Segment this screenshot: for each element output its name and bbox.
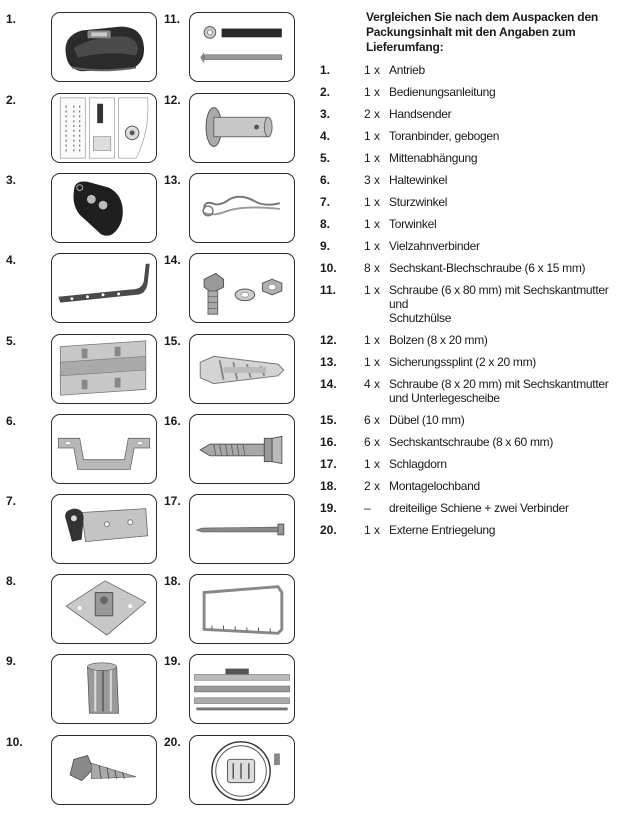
item-description: Externe Entriegelung	[389, 523, 496, 537]
list-item	[320, 85, 620, 99]
package-contents-list	[320, 10, 620, 545]
item-number: 16.	[320, 435, 337, 449]
figure-hand-transmitter	[51, 173, 157, 243]
figure-label-5: 5.	[6, 334, 17, 348]
figure-lintel-bracket	[51, 494, 157, 564]
figure-label-18: 18.	[164, 574, 181, 588]
list-item	[320, 479, 620, 493]
item-description: Mittenabhängung	[389, 151, 478, 165]
item-number: 7.	[320, 195, 331, 209]
item-description: Bolzen (8 x 20 mm)	[389, 333, 488, 347]
figure-label-2: 2.	[6, 93, 17, 107]
item-description: Antrieb	[389, 63, 425, 77]
item-quantity: 1 x	[364, 355, 381, 369]
item-number: 1.	[320, 63, 331, 77]
figure-drift-punch	[189, 494, 295, 564]
item-quantity: 1 x	[364, 457, 381, 471]
figure-label-7: 7.	[6, 494, 17, 508]
item-number: 20.	[320, 523, 337, 537]
list-item	[320, 107, 620, 121]
figure-hex-sheet-screw	[51, 735, 157, 805]
item-description: Bedienungsanleitung	[389, 85, 496, 99]
list-item	[320, 195, 620, 209]
figure-label-8: 8.	[6, 574, 17, 588]
package-contents-heading: Vergleichen Sie nach dem Auspacken den Packungsinhalt mit den Angaben zum Lieferumfang:	[366, 10, 599, 54]
figure-safety-cotter	[189, 173, 295, 243]
figure-label-17: 17.	[164, 494, 181, 508]
figure-label-1: 1.	[6, 12, 17, 26]
item-description: Sechskantschraube (8 x 60 mm)	[389, 435, 554, 449]
item-description: Schlagdorn	[389, 457, 447, 471]
figure-door-bracket	[51, 574, 157, 644]
figure-label-6: 6.	[6, 414, 17, 428]
list-item	[320, 523, 620, 537]
figure-screw-6x80	[189, 12, 295, 82]
item-number: 2.	[320, 85, 331, 99]
figure-label-9: 9.	[6, 654, 17, 668]
item-description: Vielzahnverbinder	[389, 239, 480, 253]
figure-drive-unit	[51, 12, 157, 82]
list-item	[320, 377, 620, 405]
item-description: Montagelochband	[389, 479, 480, 493]
figure-label-15: 15.	[164, 334, 181, 348]
item-number: 5.	[320, 151, 331, 165]
item-quantity: 1 x	[364, 85, 381, 99]
item-quantity: 1 x	[364, 283, 381, 297]
figure-label-3: 3.	[6, 173, 17, 187]
item-number: 3.	[320, 107, 331, 121]
item-number: 8.	[320, 217, 331, 231]
figure-label-12: 12.	[164, 93, 181, 107]
item-number: 17.	[320, 457, 337, 471]
item-description: Sturzwinkel	[389, 195, 448, 209]
item-quantity: 6 x	[364, 413, 381, 427]
item-number: 19.	[320, 501, 337, 515]
item-quantity: 4 x	[364, 377, 381, 391]
list-item	[320, 173, 620, 187]
figure-multi-tooth-connector	[51, 654, 157, 724]
item-description: Haltewinkel	[389, 173, 448, 187]
item-quantity: 1 x	[364, 523, 381, 537]
figure-label-11: 11.	[164, 12, 181, 26]
item-number: 15.	[320, 413, 337, 427]
item-number: 18.	[320, 479, 337, 493]
item-quantity: 8 x	[364, 261, 381, 275]
item-number: 12.	[320, 333, 337, 347]
list-item	[320, 217, 620, 231]
list-item	[320, 333, 620, 347]
list-item	[320, 283, 620, 325]
figure-mounting-strap	[189, 574, 295, 644]
item-quantity: –	[364, 501, 371, 515]
list-item	[320, 63, 620, 77]
item-quantity: 1 x	[364, 195, 381, 209]
figure-center-suspension	[51, 334, 157, 404]
item-description: Toranbinder, gebogen	[389, 129, 500, 143]
item-number: 11.	[320, 283, 337, 297]
figure-dowel	[189, 334, 295, 404]
list-item	[320, 457, 620, 471]
list-item	[320, 501, 620, 515]
list-item	[320, 261, 620, 275]
item-number: 14.	[320, 377, 337, 391]
figure-external-release	[189, 735, 295, 805]
item-quantity: 1 x	[364, 217, 381, 231]
item-quantity: 1 x	[364, 129, 381, 143]
item-rows	[320, 63, 620, 537]
item-quantity: 3 x	[364, 173, 381, 187]
figure-label-4: 4.	[6, 253, 17, 267]
list-item	[320, 151, 620, 165]
item-quantity: 1 x	[364, 151, 381, 165]
item-description: dreiteilige Schiene + zwei Verbinder	[389, 501, 569, 515]
figure-label-19: 19.	[164, 654, 181, 668]
item-number: 13.	[320, 355, 337, 369]
item-quantity: 1 x	[364, 239, 381, 253]
figure-bolt-8x20	[189, 93, 295, 163]
item-quantity: 6 x	[364, 435, 381, 449]
figure-door-connector-bent	[51, 253, 157, 323]
item-number: 4.	[320, 129, 331, 143]
list-item	[320, 435, 620, 449]
item-description: Schraube (8 x 20 mm) mit Sechskantmutter und Unterlegescheibe	[389, 377, 609, 405]
item-quantity: 1 x	[364, 63, 381, 77]
list-item	[320, 413, 620, 427]
figure-manual	[51, 93, 157, 163]
item-quantity: 2 x	[364, 107, 381, 121]
figure-three-part-rail	[189, 654, 295, 724]
list-item	[320, 355, 620, 369]
figure-label-16: 16.	[164, 414, 181, 428]
list-item	[320, 239, 620, 253]
figure-holding-bracket	[51, 414, 157, 484]
item-description: Sicherungssplint (2 x 20 mm)	[389, 355, 536, 369]
item-number: 6.	[320, 173, 331, 187]
item-quantity: 2 x	[364, 479, 381, 493]
figure-hex-screw-8x60	[189, 414, 295, 484]
item-number: 9.	[320, 239, 331, 253]
item-description: Dübel (10 mm)	[389, 413, 465, 427]
item-number: 10.	[320, 261, 337, 275]
item-quantity: 1 x	[364, 333, 381, 347]
item-description: Schraube (6 x 80 mm) mit Sechskantmutter und Schutzhülse	[389, 283, 609, 325]
item-description: Sechskant-Blechschraube (6 x 15 mm)	[389, 261, 586, 275]
figure-label-10: 10.	[6, 735, 23, 749]
item-description: Torwinkel	[389, 217, 437, 231]
figure-label-14: 14.	[164, 253, 181, 267]
figure-label-20: 20.	[164, 735, 181, 749]
figure-screw-nut-washer	[189, 253, 295, 323]
item-description: Handsender	[389, 107, 452, 121]
figure-label-13: 13.	[164, 173, 181, 187]
list-item	[320, 129, 620, 143]
